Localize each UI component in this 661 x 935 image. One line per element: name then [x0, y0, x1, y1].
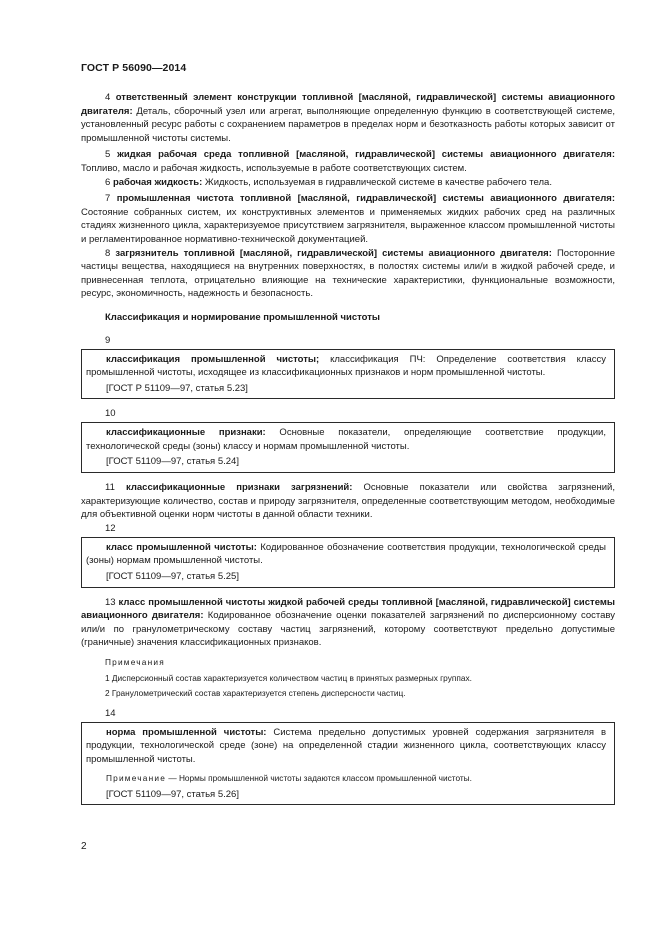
term-5-name: жидкая рабочая среда топливной [масляной, гидравлической] системы авиационного двигателя: — [117, 149, 616, 161]
term-14-reference: [ГОСТ 51109—97, статья 5.26] — [106, 788, 239, 800]
section-title: Классификация и нормирование промышленной чистоты — [105, 311, 380, 323]
term-4-name: ответственный элемент конструкции топливной [масляной, гидравлической] системы авиационного двигателя: — [81, 92, 615, 117]
term-12-box — [81, 537, 615, 588]
term-11-name: классификационные признаки загрязнений: — [125, 482, 353, 494]
term-14-note-label: Примечание — [106, 773, 167, 784]
term-9-definition: классификация ПЧ: Определение соответствия классу промышленной чистоты, исходящее из классификационных признаков и норм промышленной чистоты. — [86, 353, 607, 379]
term-12-name: класс промышленной чистоты: — [106, 541, 257, 553]
term-6: 6 рабочая жидкость: Жидкость, используемая в гидравлической системе в качестве рабочего тела. — [105, 176, 552, 188]
term-4: 4 ответственный элемент конструкции топливной [масляной, гидравлической] системы авиационного двигателя: Деталь, сборочный узел или агрегат, выполняющие определенную функцию в соответствующей системе, установленный ресурс работы с сохранением параметров в пределах норм и безотказность работы которых зависит от промышленной чистоты системы. — [81, 92, 615, 144]
term-8: 8 загрязнитель топливной [масляной, гидравлической] системы авиационного двигателя: Посторонние частицы вещества, находящиеся на внутренних поверхностях, в полостях системы или/и в жидкой рабочей среде, и привнесенная теплота, отрицательно влияющие на технические характеристики, функциональные возможности, ресурс, экономичность, надежность и безопасность. — [81, 247, 615, 300]
term-13: 13 класс промышленной чистоты жидкой рабочей среды топливной [масляной, гидравлической] системы авиационного двигателя: Кодированное обозначение оценки показателей загрязнений по дисперсионному составу или/и по гранулометрическому составу частиц загрязнений, которому соответствуют предельно допустимые (граничные) значения классификационных признаков. — [81, 596, 615, 649]
term-13-definition: Кодированное обозначение оценки показателей загрязнений по дисперсионному составу или/и по гранулометрическому составу частиц загрязнений, которому соответствуют предельно допустимые (граничные) значения классификационных признаков. — [81, 610, 615, 649]
term-7: 7 промышленная чистота топливной [масляной, гидравлической] системы авиационного двигателя: Состояние собранных систем, их конструктивных элементов и применяемых жидких рабочих сред на различных стадиях жизненного цикла, характеризуемое присутствием загрязнителя, выраженное классом промышленной чистоты и регламентированное нормативно-технической документацией. — [81, 193, 616, 245]
term-14 — [86, 726, 606, 767]
term-5-definition: Топливо, масло и рабочая жидкость, используемые в работе соответствующих систем. — [81, 162, 467, 174]
term-9-name: классификация промышленной чистоты; — [106, 353, 320, 365]
note-2: 2 Гранулометрический состав характеризуется степень дисперсности частиц. — [105, 688, 406, 698]
term-4-definition: Деталь, сборочный узел или агрегат, выполняющие определенную функцию в соответствующей системе, установленный ресурс работы с сохранением параметров в пределах норм и безотказность работы которых зависит от промышленной чистоты системы. — [81, 105, 615, 144]
term-7-name: промышленная чистота топливной [масляной, гидравлической] системы авиационного двигателя: — [116, 193, 616, 205]
note-1: 1 Дисперсионный состав характеризуется количеством частиц в принятых размерных группах. — [105, 672, 472, 683]
term-5: 5 жидкая рабочая среда топливной [масляной, гидравлической] системы авиационного двигателя: Топливо, масло и рабочая жидкость, используемые в работе соответствующих систем. — [81, 149, 616, 174]
document-body — [81, 91, 615, 813]
term-14-note-text: — Нормы промышленной чистоты задаются классом промышленной чистоты. — [166, 773, 472, 784]
document-header: ГОСТ Р 56090—2014 — [81, 62, 187, 74]
term-14-box — [81, 722, 615, 806]
term-14-definition: Система предельно допустимых уровней содержания загрязнителя в продукции, технологической среде (зоне) на определенной стадии жизненного цикла, соответствующих классу промышленной чистоты. — [86, 726, 607, 765]
term-8-name: загрязнитель топливной [масляной, гидравлической] системы авиационного двигателя: — [115, 247, 552, 259]
term-10-reference: [ГОСТ 51109—97, статья 5.24] — [106, 456, 239, 468]
term-6-name: рабочая жидкость: — [112, 176, 203, 188]
term-8-definition: Посторонние частицы вещества, находящиеся на внутренних поверхностях, в полостях системы или/и в жидкой рабочей среде, и привнесенная теплота, отрицательно влияющие на технические характеристики, функциональные возможности, ресурс, экономичность, надежность и безопасность. — [81, 247, 615, 300]
term-10 — [86, 426, 606, 453]
term-9-box — [81, 349, 615, 400]
term-9 — [86, 353, 606, 380]
term-10-number: 10 — [105, 408, 116, 420]
term-14-number: 14 — [105, 707, 116, 719]
term-12-number: 12 — [105, 522, 116, 534]
term-11: 11 классификационные признаки загрязнений: Основные показатели или свойства загрязнений, характеризующие количество, состав и природу загрязнителя, определенные соответствующим методом, необходимые для объективной оценки норм чистоты в данной области техники. — [81, 482, 616, 521]
term-9-reference: [ГОСТ Р 51109—97, статья 5.23] — [106, 382, 248, 394]
term-12-definition: Кодированное обозначение соответствия продукции, технологической среды (зоны) нормам промышленной чистоты. — [86, 541, 606, 567]
term-14-name: норма промышленной чистоты: — [106, 726, 267, 738]
term-14-note — [86, 772, 606, 785]
term-13-name: класс промышленной чистоты жидкой рабочей среды топливной [масляной, гидравлической] системы авиационного двигателя: — [81, 596, 615, 622]
term-9-number: 9 — [105, 334, 111, 346]
term-11-definition: Основные показатели или свойства загрязнений, характеризующие количество, состав и природу загрязнителя, определенные соответствующим методом, необходимые для объективной оценки норм чистоты в данной области техники. — [81, 482, 616, 521]
term-6-definition: Жидкость, используемая в гидравлической системе в качестве рабочего тела. — [202, 176, 552, 188]
term-7-definition: Состояние собранных систем, их конструктивных элементов и применяемых жидких рабочих сред на различных стадиях жизненного цикла, характеризуемое присутствием загрязнителя, выраженное классом промышленной чистоты и регламентированное нормативно-технической документацией. — [81, 206, 615, 245]
page-number: 2 — [81, 841, 87, 852]
term-10-definition: Основные показатели, определяющие соответствие продукции, технологической среды (зоны) классу и нормам промышленной чистоты. — [86, 427, 606, 452]
term-10-name: классификационные признаки: — [106, 427, 266, 439]
notes-heading: Примечания — [105, 657, 165, 667]
term-12 — [86, 541, 606, 568]
term-12-reference: [ГОСТ 51109—97, статья 5.25] — [106, 571, 239, 583]
term-10-box — [81, 422, 615, 473]
